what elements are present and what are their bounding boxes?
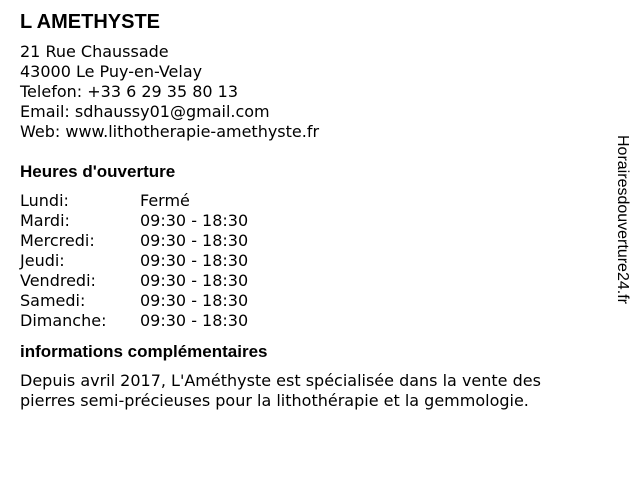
hours-row-friday (20, 271, 600, 291)
info-description: Depuis avril 2017, L'Améthyste est spécialisée dans la vente des pierres semi-précieuses pour la lithothérapie et la gemmologie. (20, 371, 541, 410)
info-heading: informations complémentaires (20, 342, 268, 361)
hours-time: 09:30 - 18:30 (140, 271, 249, 290)
address-street: 21 Rue Chaussade (20, 42, 169, 61)
hours-day: Mercredi: (20, 231, 95, 250)
hours-heading: Heures d'ouverture (20, 162, 176, 181)
business-card (20, 10, 600, 411)
website: Web: www.lithotherapie-amethyste.fr (20, 122, 320, 141)
hours-row-wednesday (20, 231, 600, 251)
phone-number: Telefon: +33 6 29 35 80 13 (20, 82, 239, 101)
site-credit: Horairesdouverture24.fr (614, 135, 631, 304)
hours-day: Jeudi: (20, 251, 65, 270)
hours-table (20, 191, 600, 331)
hours-row-monday (20, 191, 600, 211)
hours-time: 09:30 - 18:30 (140, 231, 249, 250)
hours-time: 09:30 - 18:30 (140, 211, 249, 230)
hours-day: Vendredi: (20, 271, 96, 290)
hours-time: 09:30 - 18:30 (140, 311, 249, 330)
hours-day: Dimanche: (20, 311, 107, 330)
hours-day: Mardi: (20, 211, 70, 230)
hours-day: Lundi: (20, 191, 69, 210)
hours-row-saturday (20, 291, 600, 311)
hours-row-sunday (20, 311, 600, 331)
email-address: Email: sdhaussy01@gmail.com (20, 102, 270, 121)
hours-time: 09:30 - 18:30 (140, 251, 249, 270)
address-city: 43000 Le Puy-en-Velay (20, 62, 203, 81)
hours-row-tuesday (20, 211, 600, 231)
business-name: L AMETHYSTE (20, 11, 161, 33)
hours-time: Fermé (140, 191, 190, 210)
hours-row-thursday (20, 251, 600, 271)
hours-time: 09:30 - 18:30 (140, 291, 249, 310)
hours-day: Samedi: (20, 291, 86, 310)
